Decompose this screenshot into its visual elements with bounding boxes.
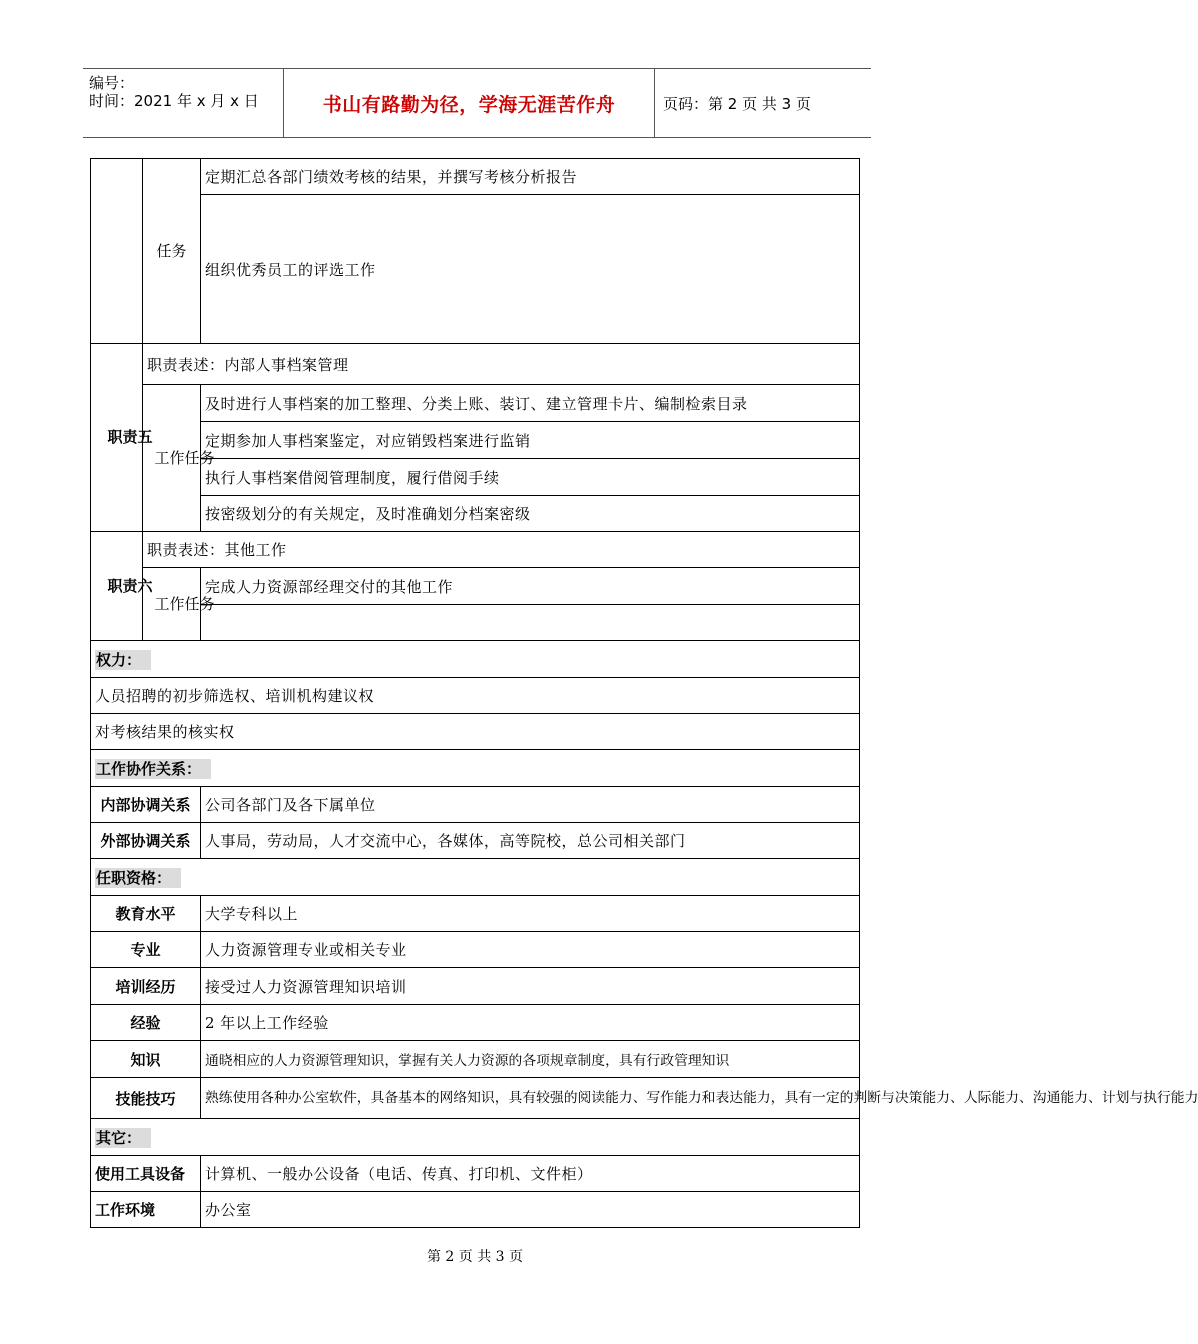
table-row: [91, 385, 860, 422]
duty5-task-2: 定期参加人事档案鉴定，对应销毁档案进行监销: [201, 422, 860, 459]
table-row: [91, 496, 860, 532]
table-row: [91, 1041, 860, 1078]
duty5-task-4: 按密级划分的有关规定，及时准确划分档案密级: [201, 496, 860, 532]
header-meta-cell: [83, 69, 284, 137]
duty5-task-1: 及时进行人事档案的加工整理、分类上账、装订、建立管理卡片、编制检索目录: [201, 385, 860, 422]
table-row: [91, 641, 860, 678]
environment-value: 办公室: [201, 1192, 860, 1228]
knowledge-label: 知识: [91, 1041, 201, 1078]
duty6-label-text: 职责六: [107, 576, 153, 595]
duty6-task-2: [201, 605, 860, 641]
tools-label: 使用工具设备: [91, 1156, 201, 1192]
table-row: [91, 678, 860, 714]
tools-value: 计算机、一般办公设备（电话、传真、打印机、文件柜）: [201, 1156, 860, 1192]
external-relations-value: 人事局，劳动局，人才交流中心，各媒体，高等院校，总公司相关部门: [201, 823, 860, 859]
duty4-task-1: 定期汇总各部门绩效考核的结果，并撰写考核分析报告: [201, 159, 860, 195]
duty5-label-text: 职责五: [107, 428, 153, 446]
other-title: 其它：: [95, 1128, 151, 1148]
education-value: 大学专科以上: [201, 896, 860, 932]
qualifications-title: 任职资格：: [95, 868, 181, 888]
skills-label: 技能技巧: [91, 1078, 201, 1119]
duty5-task-3: 执行人事档案借阅管理制度，履行借阅手续: [201, 459, 860, 496]
skills-value: 熟练使用各种办公室软件，具备基本的网络知识，具有较强的阅读能力、写作能力和表达能力，具有一定的判断与决策能力、人际能力、沟通能力、计划与执行能力: [201, 1078, 860, 1119]
authority-item-1: 人员招聘的初步筛选权、培训机构建议权: [91, 678, 860, 714]
authority-item-2: 对考核结果的核实权: [91, 714, 860, 750]
table-row: [91, 859, 860, 896]
training-label: 培训经历: [91, 968, 201, 1005]
table-row: [91, 1192, 860, 1228]
relations-heading: [91, 750, 860, 787]
experience-value: 2 年以上工作经验: [201, 1005, 860, 1041]
environment-label: 工作环境: [91, 1192, 201, 1228]
table-row: [91, 532, 860, 568]
header-page-cell: [655, 69, 871, 137]
motto: 书山有路勤为径，学海无涯苦作舟: [322, 93, 616, 116]
table-row: [91, 750, 860, 787]
page-info: 页码：第 2 页 共 3 页: [663, 94, 811, 113]
table-row: [91, 896, 860, 932]
table-row: [91, 159, 860, 195]
duty6-task-label-text: 工作任务: [154, 594, 215, 613]
training-value: 接受过人力资源管理知识培训: [201, 968, 860, 1005]
duty5-label: [91, 344, 153, 532]
duty4-task-2: 组织优秀员工的评选工作: [201, 195, 860, 344]
date-line: 时间：2021 年 x 月 x 日: [89, 92, 259, 110]
duty4-task-label: 任务: [143, 159, 201, 344]
table-row: [91, 932, 860, 968]
qualifications-heading: [91, 859, 860, 896]
duty5-task-label-text: 工作任务: [154, 448, 215, 467]
doc-number-label: 编号：: [89, 74, 135, 92]
major-value: 人力资源管理专业或相关专业: [201, 932, 860, 968]
page-header: [83, 68, 871, 138]
table-row: [91, 787, 860, 823]
internal-relations-label: 内部协调关系: [91, 787, 201, 823]
external-relations-label: 外部协调关系: [91, 823, 201, 859]
page-footer: 第 2 页 共 3 页: [426, 1249, 524, 1265]
table-row: [91, 1156, 860, 1192]
duty6-task-1: 完成人力资源部经理交付的其他工作: [201, 568, 860, 605]
table-row: [91, 1005, 860, 1041]
experience-label: 经验: [91, 1005, 201, 1041]
table-row: [91, 344, 860, 385]
authority-heading: [91, 641, 860, 678]
job-description-table: [90, 158, 1198, 1228]
duty5-description: 职责表述：内部人事档案管理: [143, 344, 860, 385]
authority-title: 权力：: [95, 650, 151, 670]
table-row: [91, 823, 860, 859]
table-row: [91, 714, 860, 750]
duty5-task-label: [143, 385, 215, 532]
other-heading: [91, 1119, 860, 1156]
table-row: [91, 568, 860, 605]
table-row: [91, 1119, 860, 1156]
table-row: [91, 968, 860, 1005]
duty4-label-cell: [91, 159, 143, 344]
duty6-label: [91, 532, 153, 641]
duty6-description: 职责表述：其他工作: [143, 532, 860, 568]
knowledge-value: 通晓相应的人力资源管理知识，掌握有关人力资源的各项规章制度，具有行政管理知识: [201, 1041, 860, 1078]
table-row: [91, 195, 860, 344]
relations-title: 工作协作关系：: [95, 759, 211, 779]
header-motto-cell: [284, 69, 655, 137]
major-label: 专业: [91, 932, 201, 968]
table-row: [91, 1078, 860, 1119]
education-label: 教育水平: [91, 896, 201, 932]
internal-relations-value: 公司各部门及各下属单位: [201, 787, 860, 823]
